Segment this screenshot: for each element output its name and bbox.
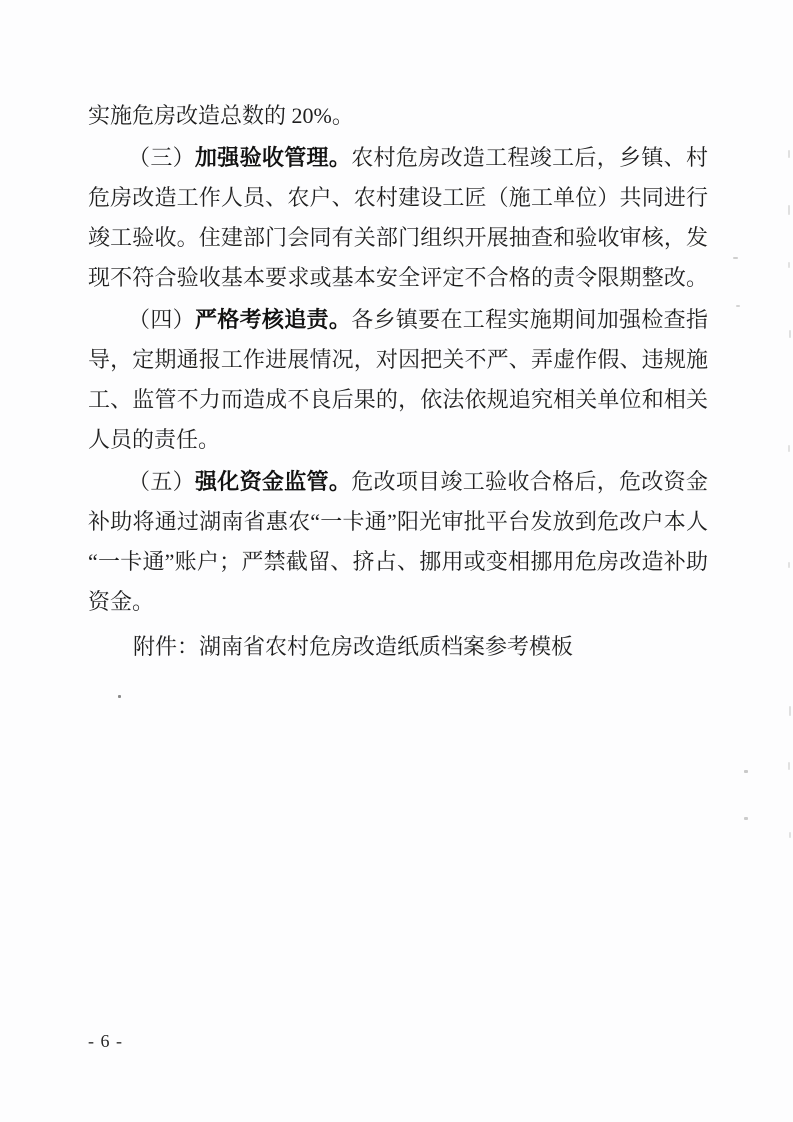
- section-heading: 强化资金监管。: [194, 469, 352, 494]
- body-text: 各乡镇要在工程实施期间加强检查指: [351, 307, 708, 332]
- attachment-line: [88, 627, 708, 667]
- text-line: [88, 420, 708, 460]
- text-line: [88, 340, 708, 380]
- scan-speck: [744, 770, 748, 773]
- body-text: 实施危房改造总数的 20%。: [88, 103, 354, 128]
- text-line: [88, 96, 708, 136]
- body-text: 危房改造工作人员、农户、农村建设工匠（施工单位）共同进行: [88, 185, 708, 210]
- text-line: [88, 582, 708, 622]
- scan-speck: [788, 150, 790, 158]
- scan-speck: [788, 445, 790, 452]
- text-line: [88, 138, 708, 178]
- scan-speck: [789, 832, 791, 838]
- body-text: （五）: [128, 469, 195, 494]
- scan-speck: [744, 817, 748, 820]
- scan-speck: [788, 262, 790, 268]
- body-text: （四）: [128, 307, 195, 332]
- page-number: - 6 -: [88, 1031, 123, 1051]
- body-text: 现不符合验收基本要求或基本安全评定不合格的责令限期整改。: [88, 265, 708, 290]
- body-text: 人员的责任。: [88, 427, 221, 452]
- body-text: 补助将通过湖南省惠农“一卡通”阳光审批平台发放到危改户本人: [88, 509, 708, 534]
- section-heading: 严格考核追责。: [194, 307, 352, 332]
- text-line: [88, 502, 708, 542]
- text-line: [88, 258, 708, 298]
- text-line: [88, 218, 708, 258]
- body-text: 资金。: [88, 589, 155, 614]
- scan-speck: [118, 695, 121, 698]
- text-line: [88, 178, 708, 218]
- body-text: （三）: [128, 145, 195, 170]
- body-text: “一卡通”账户；严禁截留、挤占、挪用或变相挪用危房改造补助: [88, 549, 708, 574]
- scan-speck: [789, 330, 791, 338]
- body-text: 危改项目竣工验收合格后，危改资金: [351, 469, 708, 494]
- body-text: 竣工验收。住建部门会同有关部门组织开展抽查和验收审核，发: [88, 225, 708, 250]
- body-text: 工、监管不力而造成不良后果的，依法依规追究相关单位和相关: [88, 387, 708, 412]
- document-body: [88, 96, 708, 667]
- scan-speck: [736, 305, 740, 307]
- text-line: [88, 300, 708, 340]
- text-line: [88, 542, 708, 582]
- text-line: [88, 380, 708, 420]
- scan-speck: [788, 762, 790, 770]
- body-text: 附件：湖南省农村危房改造纸质档案参考模板: [133, 634, 574, 659]
- body-text: 导，定期通报工作进展情况，对因把关不严、弄虚作假、违规施: [88, 347, 708, 372]
- scan-speck: [788, 562, 790, 568]
- section-heading: 加强验收管理。: [194, 145, 352, 170]
- text-line: [88, 462, 708, 502]
- scan-speck: [789, 706, 791, 716]
- body-text: 农村危房改造工程竣工后，乡镇、村: [351, 145, 708, 170]
- scan-speck: [788, 205, 790, 215]
- scan-speck: [733, 257, 738, 259]
